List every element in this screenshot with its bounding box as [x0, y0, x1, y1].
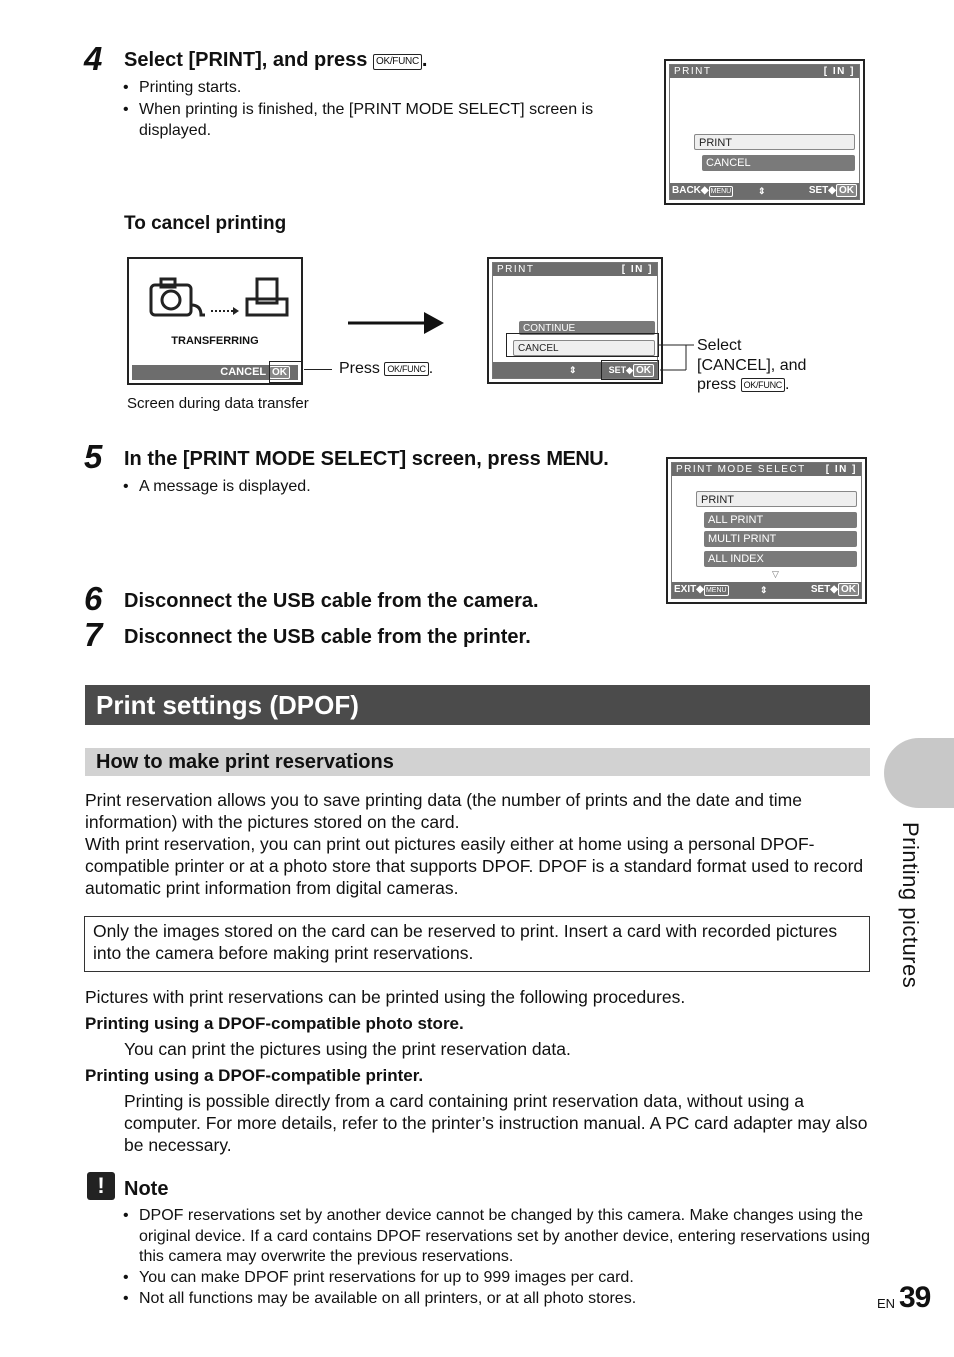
photo-store-text: You can print the pictures using the print reservation data.: [124, 1039, 571, 1059]
printer-text: Printing is possible directly from a card containing print reservation data, without using a computer. For more details, refer to the printer’s instruction manual. A PC card adapter may also be necessary.: [124, 1091, 868, 1155]
menu-button-icon: MENU: [705, 587, 727, 594]
step-6-number: 6: [84, 580, 103, 617]
cancel-heading: To cancel printing: [124, 213, 287, 234]
print-mode-select-footer: EXIT◆ MENU ⇕ SET◆ OK: [672, 582, 861, 598]
step-7-title: Disconnect the USB cable from the printer.: [124, 626, 531, 648]
ok-func-key-icon: OK/FUNC: [373, 54, 422, 70]
print-mode-select-header: PRINT MODE SELECT [ IN ]: [672, 463, 861, 476]
menu-item-print[interactable]: PRINT: [696, 491, 857, 507]
step-4-title-text: Select [PRINT], and press: [124, 49, 368, 71]
chapter-tab: [884, 738, 954, 808]
menu-item-all-print[interactable]: ALL PRINT: [704, 512, 857, 528]
step-5-title: In the [PRINT MODE SELECT] screen, press MENU.: [124, 448, 609, 470]
page-number: 39: [899, 1281, 931, 1314]
transfer-cancel-label: CANCEL: [220, 366, 266, 378]
menu-item-cancel[interactable]: CANCEL: [702, 155, 855, 171]
subsection-title: How to make print reservations: [85, 748, 870, 776]
chapter-tab-label: Printing pictures: [898, 822, 923, 989]
up-down-icon: ⇕: [569, 365, 577, 375]
paragraph-1: Print reservation allows you to save printing data (the number of prints and the date and time information) with the pictures stored on the card.: [85, 790, 802, 832]
camera-to-printer-icon: [131, 269, 301, 339]
ok-callout-box: [269, 361, 303, 383]
step-4-title: Select [PRINT], and press OK/FUNC .: [124, 49, 428, 71]
menu-item-cancel[interactable]: CANCEL: [513, 340, 655, 356]
cancel-screen-header: PRINT [ IN ]: [493, 263, 657, 276]
step-6-title: Disconnect the USB cable from the camera.: [124, 590, 539, 612]
note-bullet-3: • Not all functions may be available on all printers, or at all photo stores.: [123, 1290, 637, 1307]
step-4-number: 4: [84, 40, 103, 77]
section-title: Print settings (DPOF): [85, 685, 870, 725]
select-callout-lines: [658, 340, 698, 380]
select-cancel-text: Select [CANCEL], and press OK/FUNC .: [697, 337, 807, 393]
ok-button-icon: OK: [633, 364, 654, 377]
press-ok-text: Press OK/FUNC .: [339, 360, 434, 377]
paragraph-3: Pictures with print reservations can be printed using the following procedures.: [85, 987, 686, 1007]
ok-button-icon: OK: [836, 184, 857, 197]
menu-item-multi-print[interactable]: MULTI PRINT: [704, 531, 857, 547]
up-down-icon: ⇕: [758, 186, 766, 196]
menu-button-icon: MENU: [710, 188, 732, 195]
print-screen-header: PRINT [ IN ]: [670, 65, 859, 78]
footer-lang: EN: [877, 1296, 896, 1311]
menu-button-label: MENU: [546, 448, 604, 470]
cancel-callout-box: [506, 333, 659, 357]
ok-button-icon: OK: [838, 583, 859, 596]
boxed-note: Only the images stored on the card can be reserved to print. Insert a card with recorded pictures into the camera before making print reservations.: [84, 916, 870, 972]
photo-store-heading: Printing using a DPOF-compatible photo store.: [85, 1014, 464, 1033]
ok-button-icon: OK: [269, 366, 290, 379]
step-5-number: 5: [84, 438, 103, 475]
paragraph-2: With print reservation, you can print out pictures easily either at home using a personal DPOF-compatible printer or at a photo store that supports DPOF. DPOF is a standard format used to record automatic print information from digital cameras.: [85, 834, 864, 898]
menu-item-all-index[interactable]: ALL INDEX: [704, 551, 857, 567]
print-screen: [664, 59, 865, 205]
cancel-screen-footer: ⇕ SET◆ OK: [493, 362, 657, 378]
print-mode-select-screen: [666, 457, 867, 604]
step-4-bullet-1: • Printing starts.: [123, 79, 242, 96]
note-bullet-2: • You can make DPOF print reservations for up to 999 images per card.: [123, 1269, 634, 1286]
ok-func-key-icon: OK/FUNC: [741, 378, 785, 392]
menu-item-print[interactable]: PRINT: [694, 134, 855, 150]
scroll-down-icon: ▽: [772, 569, 779, 579]
set-ok-callout-box: [601, 360, 659, 380]
print-screen-footer: BACK◆ MENU ⇕ SET◆ OK: [670, 183, 859, 199]
transfer-caption: Screen during data transfer: [127, 395, 309, 412]
arrow-right-icon: [346, 308, 446, 338]
step-7-number: 7: [84, 616, 103, 653]
ok-func-key-icon: OK/FUNC: [384, 362, 428, 376]
transferring-text: TRANSFERRING: [171, 335, 259, 347]
note-bullet-1: • DPOF reservations set by another device cannot be changed by this camera. Make changes using the original device. If a card contains DPOF reservations set by another device, entering reservations using this camera may overwrite the previous reservations.: [123, 1207, 871, 1265]
step-4-bullet-2: • When printing is finished, the [PRINT MODE SELECT] screen is displayed.: [123, 101, 594, 139]
printer-heading: Printing using a DPOF-compatible printer.: [85, 1066, 424, 1085]
menu-item-continue[interactable]: CONTINUE: [519, 321, 655, 335]
note-exclamation-icon: !: [87, 1172, 115, 1200]
up-down-icon: ⇕: [760, 585, 768, 595]
step-5-bullet-1: • A message is displayed.: [123, 478, 311, 495]
note-heading: Note: [124, 1178, 169, 1200]
ok-callout-line: [304, 369, 332, 370]
